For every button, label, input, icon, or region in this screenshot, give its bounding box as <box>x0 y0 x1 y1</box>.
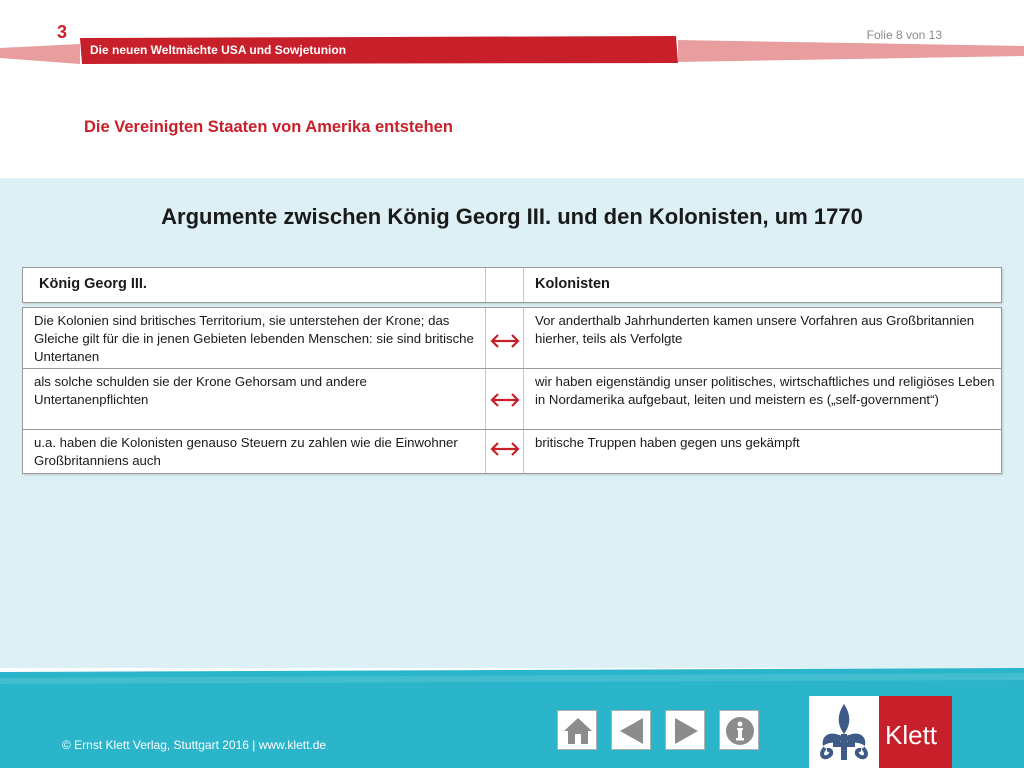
colonist-argument: wir haben eigenständig unser politisches, wirtschaftliches und religiöses Leben in Nordamerika aufgebaut, leiten und meistern es („self-government“) <box>535 374 995 407</box>
klett-emblem <box>809 696 879 768</box>
slide-counter: Folie 8 von 13 <box>866 28 942 42</box>
klett-wordmark-box <box>879 696 952 768</box>
arrow-cell <box>486 308 524 368</box>
section-title: Die Vereinigten Staaten von Amerika entstehen <box>84 118 453 136</box>
header-colonists: Kolonisten <box>535 276 610 292</box>
table-row <box>23 369 1001 430</box>
colonist-argument: Vor anderthalb Jahrhunderten kamen unsere Vorfahren aus Großbritannien hierher, teils als Verfolgte <box>535 313 975 346</box>
table-row <box>23 308 1001 369</box>
king-argument: als solche schulden sie der Krone Gehorsam und andere Untertanenpflichten <box>23 369 486 429</box>
info-button[interactable] <box>719 710 759 750</box>
arrow-cell <box>486 369 524 429</box>
double-arrow-icon <box>490 334 520 348</box>
header-king: König Georg III. <box>23 268 486 302</box>
colonist-argument: britische Truppen haben gegen uns gekämpft <box>535 435 800 450</box>
chapter-title: Die neuen Weltmächte USA und Sowjetunion <box>90 43 347 57</box>
chapter-number: 3 <box>57 22 68 42</box>
arrow-cell <box>486 430 524 473</box>
next-slide-button[interactable] <box>665 710 705 750</box>
king-argument: Die Kolonien sind britisches Territorium, sie unterstehen der Krone; das Gleiche gilt für die in jenen Gebieten lebenden Menschen: sie sind britische Untertanen <box>23 308 486 368</box>
home-button[interactable] <box>557 710 597 750</box>
main-heading: Argumente zwischen König Georg III. und den Kolonisten, um 1770 <box>161 204 863 229</box>
double-arrow-icon <box>490 393 520 407</box>
previous-slide-button[interactable] <box>611 710 651 750</box>
arrow-right-icon <box>670 715 702 747</box>
header-spacer <box>486 268 524 302</box>
argument-table <box>22 267 1002 474</box>
table-row <box>23 430 1001 473</box>
footer <box>0 668 1024 768</box>
arrow-left-icon <box>616 715 648 747</box>
lily-emblem-icon <box>809 696 879 768</box>
klett-wordmark: Klett <box>885 720 938 750</box>
table-header-row <box>22 267 1002 303</box>
table-body <box>22 307 1002 474</box>
double-arrow-icon <box>490 442 520 456</box>
home-icon <box>562 715 594 747</box>
content-panel <box>0 178 1024 668</box>
king-argument: u.a. haben die Kolonisten genauso Steuern zu zahlen wie die Einwohner Großbritanniens auch <box>23 430 486 473</box>
klett-logo <box>809 696 952 768</box>
info-icon <box>724 715 756 747</box>
copyright-text: © Ernst Klett Verlag, Stuttgart 2016 | www.klett.de <box>62 738 327 752</box>
